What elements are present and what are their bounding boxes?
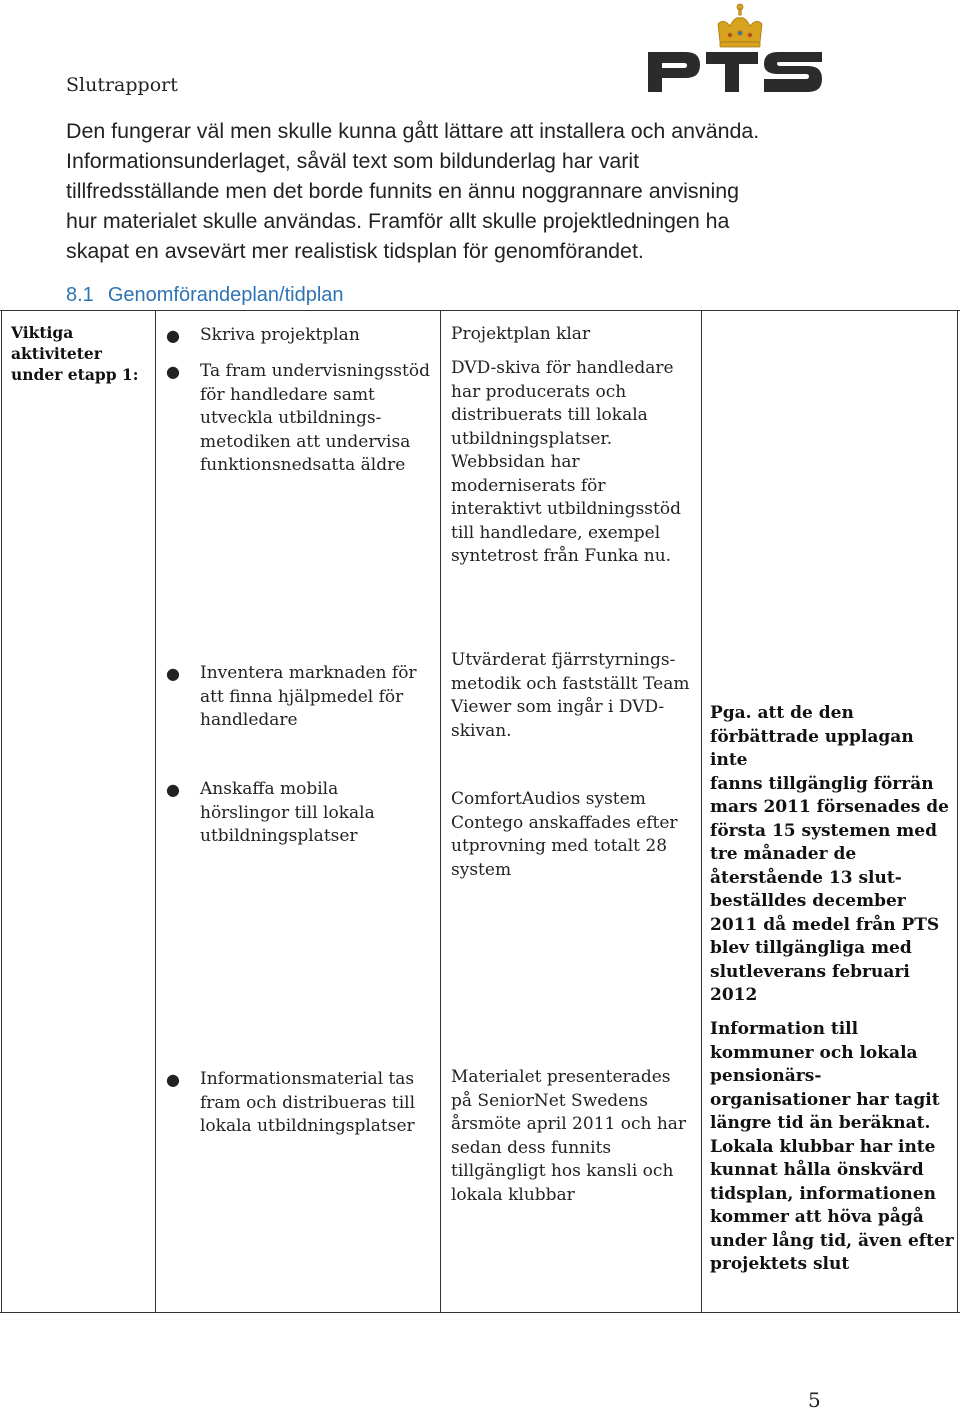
intro-line: Den fungerar väl men skulle kunna gått lättare att installera och använda. [66, 119, 760, 143]
comment-line: kommer att höva pågå [710, 1207, 924, 1227]
result-line: distribuerats till lokala [451, 405, 648, 425]
activity-line: Skriva projektplan [200, 325, 360, 345]
result-line: system [451, 859, 512, 880]
activity-line: funktionsnedsatta äldre [200, 455, 406, 475]
activity-line: hörslingor till lokala [200, 802, 375, 823]
activity-line: att finna hjälpmedel för [200, 686, 404, 707]
page-number: 5 [808, 1388, 821, 1412]
intro-line: Informationsunderlaget, såväl text som bildunderlag har varit [66, 149, 640, 173]
crown-icon [718, 4, 762, 47]
result-line: skivan. [451, 720, 512, 741]
intro-line: skapat en avsevärt mer realistisk tidsplan för genomförandet. [66, 239, 644, 263]
comment-line: tre månader de [710, 844, 857, 864]
result-line: interaktivt utbildningsstöd [451, 499, 681, 519]
comment-line: första 15 systemen med [710, 820, 938, 841]
result-line: metodik och fastställt Team [451, 673, 690, 694]
result-text [451, 788, 697, 882]
bullet-icon: ● [166, 664, 180, 683]
row-label-line: aktiviteter [11, 344, 102, 363]
section-title: Genomförandeplan/tidplan [107, 284, 344, 306]
page-header-title: Slutrapport [66, 74, 178, 96]
activity-line: metodiken att undervisa [200, 431, 411, 452]
result-line: Webbsidan har [451, 452, 580, 472]
comment-text [710, 702, 956, 1008]
comment-line: längre tid än beräknat. [710, 1113, 931, 1133]
column-divider [440, 310, 441, 1313]
result-line: Materialet presenterades [451, 1067, 671, 1087]
table-border-bottom [0, 1312, 960, 1313]
column-divider [155, 310, 156, 1313]
result-line: lokala klubbar [451, 1184, 575, 1205]
bullet-icon: ● [166, 362, 180, 381]
result-line: syntetrost från Funka nu. [451, 546, 672, 566]
activity-line: för handledare samt [200, 384, 375, 405]
comment-line: beställdes december [710, 891, 906, 911]
comment-line: återstående 13 slut- [710, 867, 902, 888]
comment-line: förbättrade upplagan inte [710, 726, 914, 770]
comment-line: mars 2011 försenades de [710, 797, 949, 817]
result-line: Viewer som ingår i DVD- [451, 697, 665, 717]
result-line: ComfortAudios system [451, 789, 646, 809]
result-line: sedan dess funnits [451, 1137, 612, 1158]
intro-paragraph [66, 116, 906, 266]
comment-line: pensionärs- [710, 1066, 822, 1086]
result-line: till handledare, exempel [451, 522, 661, 543]
section-heading [66, 284, 344, 307]
result-text [451, 357, 697, 569]
comment-line: projektets slut [710, 1254, 850, 1274]
comment-line: Information till [710, 1019, 859, 1039]
result-line: har producerats och [451, 381, 627, 402]
activity-line: lokala utbildningsplatser [200, 1116, 415, 1136]
comment-line: Pga. att de den [710, 703, 854, 723]
result-text [451, 649, 697, 743]
activity-item [166, 324, 436, 348]
result-line: Projektplan klar [451, 324, 591, 344]
activity-item [166, 662, 436, 733]
activity-line: Informationsmaterial tas [200, 1069, 415, 1089]
comment-line: 2012 [710, 985, 758, 1005]
table-border-top [0, 310, 960, 311]
activity-line: Ta fram undervisningsstöd [200, 361, 430, 381]
result-line: tillgängligt hos kansli och [451, 1161, 674, 1181]
comment-line: under lång tid, även efter [710, 1230, 954, 1251]
result-line: Utvärderat fjärrstyrnings- [451, 650, 676, 670]
column-divider [701, 310, 702, 1313]
pts-logo [644, 2, 826, 94]
activity-item [166, 1068, 436, 1139]
plan-table [0, 310, 960, 1313]
bullet-icon: ● [166, 780, 180, 799]
result-line: utprovning med totalt 28 [451, 836, 668, 856]
result-line: Contego anskaffades efter [451, 812, 678, 833]
result-line: på SeniorNet Swedens [451, 1090, 648, 1111]
comment-text [710, 1018, 956, 1277]
table-border-right [957, 310, 958, 1313]
activity-line: utbildningsplatser [200, 826, 358, 846]
result-text [451, 1066, 697, 1207]
comment-line: Lokala klubbar har inte [710, 1136, 936, 1157]
bullet-icon: ● [166, 326, 180, 345]
bullet-icon: ● [166, 1070, 180, 1089]
intro-line: tillfredsställande men det borde funnits en ännu noggrannare anvisning [66, 179, 740, 203]
row-label-line: under etapp 1: [11, 365, 139, 384]
comment-line: blev tillgängliga med [710, 938, 912, 958]
activity-item [166, 778, 436, 849]
activity-item [166, 360, 436, 478]
comment-line: fanns tillgänglig förrän [710, 773, 934, 794]
row-label [11, 322, 151, 385]
activity-line: Anskaffa mobila [200, 779, 339, 799]
intro-line: hur materialet skulle användas. Framför allt skulle projektledningen ha [66, 209, 730, 233]
comment-line: 2011 då medel från PTS [710, 914, 940, 935]
comment-line: kommuner och lokala [710, 1042, 918, 1063]
result-line: DVD-skiva för handledare [451, 358, 674, 378]
activity-line: utveckla utbildnings- [200, 408, 382, 428]
table-border-left [1, 310, 2, 1313]
row-label-line: Viktiga [11, 323, 74, 342]
comment-line: slutleverans februari [710, 961, 910, 982]
comment-line: kunnat hålla önskvärd [710, 1160, 924, 1180]
result-line: utbildningsplatser. [451, 428, 613, 449]
result-line: årsmöte april 2011 och har [451, 1114, 687, 1134]
result-line: moderniserats för [451, 475, 606, 496]
comment-line: tidsplan, informationen [710, 1183, 936, 1204]
section-number: 8.1 [66, 284, 94, 306]
activity-line: handledare [200, 710, 298, 730]
activity-line: fram och distribueras till [200, 1092, 416, 1113]
comment-line: organisationer har tagit [710, 1089, 940, 1110]
result-text [451, 323, 697, 347]
activity-line: Inventera marknaden för [200, 663, 417, 683]
